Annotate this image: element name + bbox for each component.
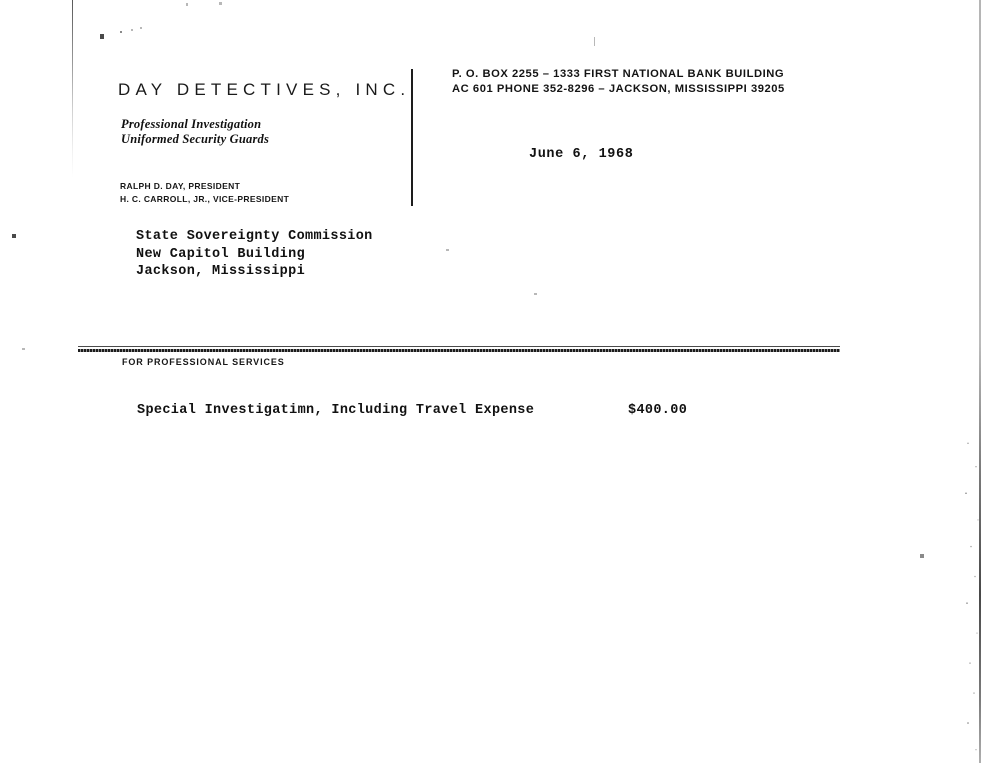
tagline-line-1: Professional Investigation bbox=[121, 117, 262, 131]
scan-speck bbox=[446, 249, 449, 251]
tagline-line-2: Uniformed Security Guards bbox=[121, 132, 270, 146]
recipient-name: State Sovereignty Commission bbox=[136, 229, 373, 244]
scan-speck bbox=[12, 234, 16, 238]
recipient-address-block bbox=[136, 228, 373, 281]
recipient-city-state: Jackson, Mississippi bbox=[136, 264, 306, 279]
scan-speck bbox=[22, 348, 25, 350]
letterhead-vertical-divider bbox=[411, 69, 413, 206]
letter-date: June 6, 1968 bbox=[529, 147, 634, 162]
services-divider-rule bbox=[78, 346, 840, 352]
company-taglines bbox=[121, 117, 269, 147]
invoice-line-item-row bbox=[0, 403, 990, 423]
scan-speck bbox=[534, 293, 537, 295]
scan-speck bbox=[920, 554, 924, 558]
recipient-building: New Capitol Building bbox=[136, 246, 306, 262]
services-heading: FOR PROFESSIONAL SERVICES bbox=[122, 357, 285, 367]
company-officers bbox=[120, 180, 289, 206]
contact-address-line: P. O. BOX 2255 – 1333 FIRST NATIONAL BANK BUILDING bbox=[452, 68, 785, 80]
letterhead bbox=[0, 0, 990, 215]
company-contact-info bbox=[452, 67, 785, 97]
rule-thick-line bbox=[78, 349, 840, 352]
contact-phone-line: AC 601 PHONE 352-8296 – JACKSON, MISSISSIPPI 39205 bbox=[452, 83, 785, 95]
company-name: DAY DETECTIVES, INC. bbox=[118, 80, 411, 99]
rule-thin-line bbox=[78, 346, 840, 347]
line-item-description: Special Investigatimn, Including Travel Expense bbox=[137, 403, 535, 418]
scan-noise-band-right bbox=[962, 430, 982, 763]
line-item-amount: $400.00 bbox=[628, 403, 688, 418]
officer-vice-president: H. C. CARROLL, JR., VICE-PRESIDENT bbox=[120, 194, 290, 204]
officer-president: RALPH D. DAY, PRESIDENT bbox=[120, 181, 241, 191]
